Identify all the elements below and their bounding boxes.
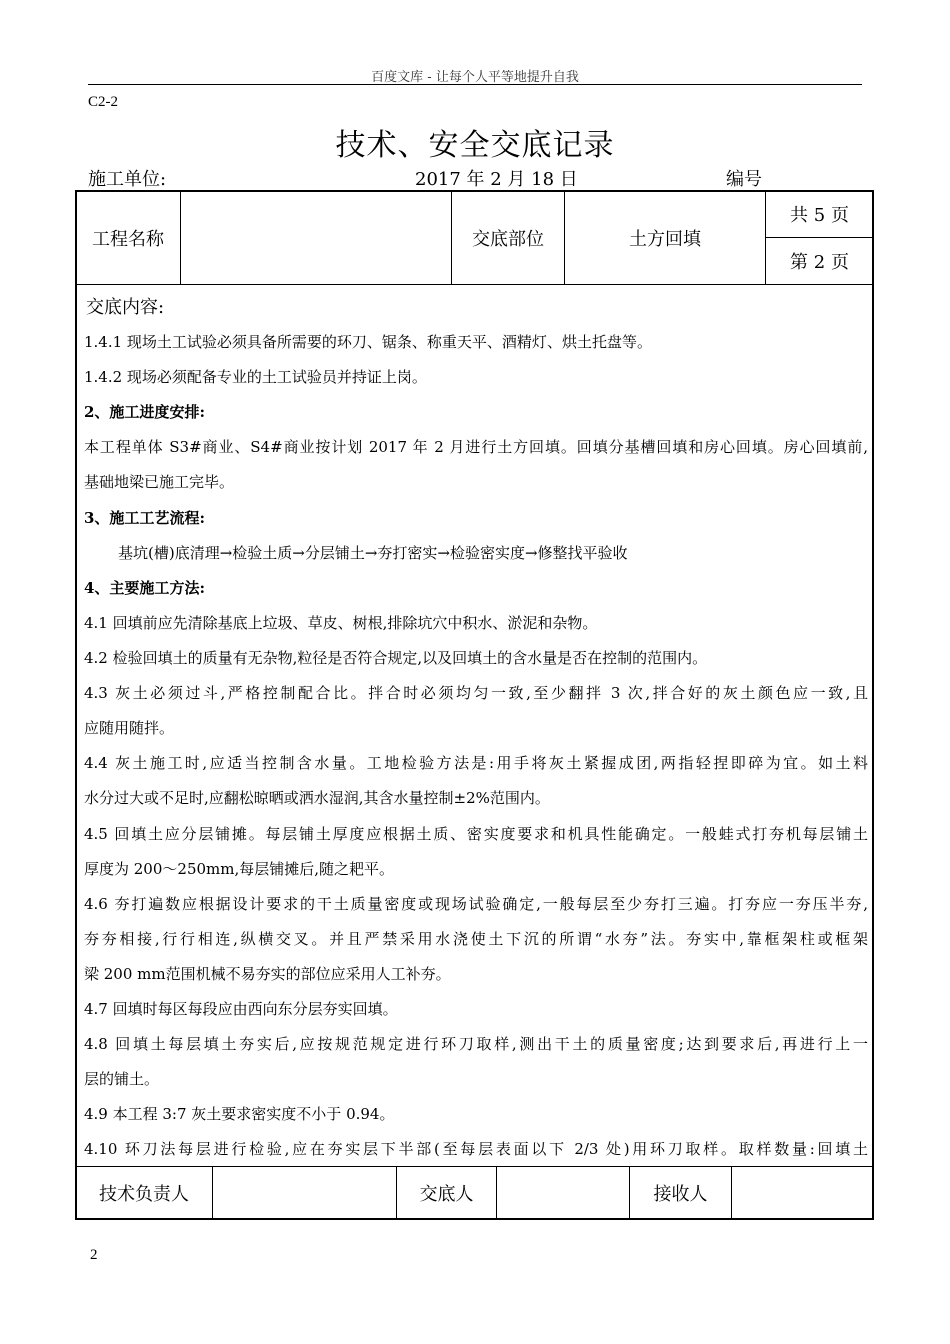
- process-flow: 基坑(槽)底清理→检验土质→分层铺土→夯打密实→检验密实度→修整找平验收: [118, 544, 628, 562]
- section-heading: 4、主要施工方法:: [84, 579, 205, 597]
- document-title: 技术、安全交底记录: [335, 128, 615, 163]
- record-number-label: 编号: [726, 169, 762, 190]
- content-line: 4.3 灰土必须过斗,严格控制配合比。拌合时必须均匀一致,至少翻拌 3 次,拌合好的灰土颜色应一致,且: [84, 684, 868, 702]
- content-line: 1.4.1 现场土工试验必须具备所需要的环刀、锯条、称重天平、酒精灯、烘土托盘等。: [84, 333, 652, 351]
- content-line: 基础地梁已施工完毕。: [84, 473, 235, 491]
- record-date: 2017 年 2 月 18 日: [415, 169, 578, 190]
- section-heading: 2、施工进度安排:: [84, 403, 205, 421]
- content-line: 4.9 本工程 3:7 灰土要求密实度不小于 0.94。: [84, 1105, 395, 1123]
- receiver-label: 接收人: [653, 1184, 708, 1205]
- total-pages: 共 5 页: [790, 205, 849, 226]
- content-line: 4.8 回填土每层填土夯实后,应按规范规定进行环刀取样,测出干土的质量密度;达到要求后,再进行上一: [84, 1035, 868, 1053]
- info-row-bottom: [76, 284, 873, 285]
- briefer-signature: [497, 1167, 629, 1219]
- project-name-value: [181, 191, 451, 284]
- current-page: 第 2 页: [790, 252, 849, 273]
- content-line: 层的铺土。: [84, 1070, 160, 1088]
- briefing-part-label: 交底部位: [472, 228, 544, 250]
- content-line: 4.5 回填土应分层铺摊。每层铺土厚度应根据土质、密实度要求和机具性能确定。一般蛙式打夯机每层铺土: [84, 825, 868, 843]
- construction-unit-label: 施工单位:: [88, 169, 167, 190]
- header-divider: [88, 84, 862, 85]
- tech-lead-signature: [213, 1167, 396, 1219]
- content-heading: 交底内容:: [86, 297, 165, 318]
- page-header: 百度文库 - 让每个人平等地提升自我: [371, 70, 579, 85]
- content-line: 4.2 检验回填土的质量有无杂物,粒径是否符合规定,以及回填土的含水量是否在控制的范围内。: [84, 649, 708, 667]
- content-line: 梁 200 mm范围机械不易夯实的部位应采用人工补夯。: [84, 965, 451, 983]
- project-name-label: 工程名称: [92, 228, 164, 250]
- form-code: C2-2: [88, 94, 118, 110]
- content-line: 应随用随拌。: [84, 719, 175, 737]
- tech-lead-label: 技术负责人: [99, 1184, 189, 1205]
- content-line: 4.7 回填时每区每段应由西向东分层夯实回填。: [84, 1000, 398, 1018]
- page-number: 2: [90, 1247, 98, 1263]
- briefer-label: 交底人: [419, 1184, 474, 1205]
- section-heading: 3、施工工艺流程:: [84, 509, 205, 527]
- content-line: 夯夯相接,行行相连,纵横交叉。并且严禁采用水浇使土下沉的所谓“水夯”法。夯实中,靠框架柱或框架: [84, 930, 868, 948]
- content-line: 4.6 夯打遍数应根据设计要求的干土质量密度或现场试验确定,一般每层至少夯打三遍。打夯应一夯压半夯,: [84, 895, 868, 913]
- receiver-signature: [732, 1167, 873, 1219]
- briefing-part-value: 土方回填: [629, 228, 701, 250]
- content-line: 1.4.2 现场必须配备专业的土工试验员并持证上岗。: [84, 368, 427, 386]
- content-line: 4.10 环刀法每层进行检验,应在夯实层下半部(至每层表面以下 2/3 处)用环刀取样。取样数量:回填土: [84, 1140, 868, 1158]
- content-line: 4.1 回填前应先清除基底上垃圾、草皮、树根,排除坑穴中积水、淤泥和杂物。: [84, 614, 598, 632]
- content-line: 4.4 灰土施工时,应适当控制含水量。工地检验方法是:用手将灰土紧握成团,两指轻捏即碎为宜。如土料: [84, 754, 868, 772]
- content-line: 水分过大或不足时,应翻松晾晒或洒水湿润,其含水量控制±2%范围内。: [84, 789, 550, 807]
- content-line: 厚度为 200～250mm,每层铺摊后,随之耙平。: [84, 860, 395, 878]
- content-line: 本工程单体 S3#商业、S4#商业按计划 2017 年 2 月进行土方回填。回填分基槽回填和房心回填。房心回填前,: [84, 438, 868, 456]
